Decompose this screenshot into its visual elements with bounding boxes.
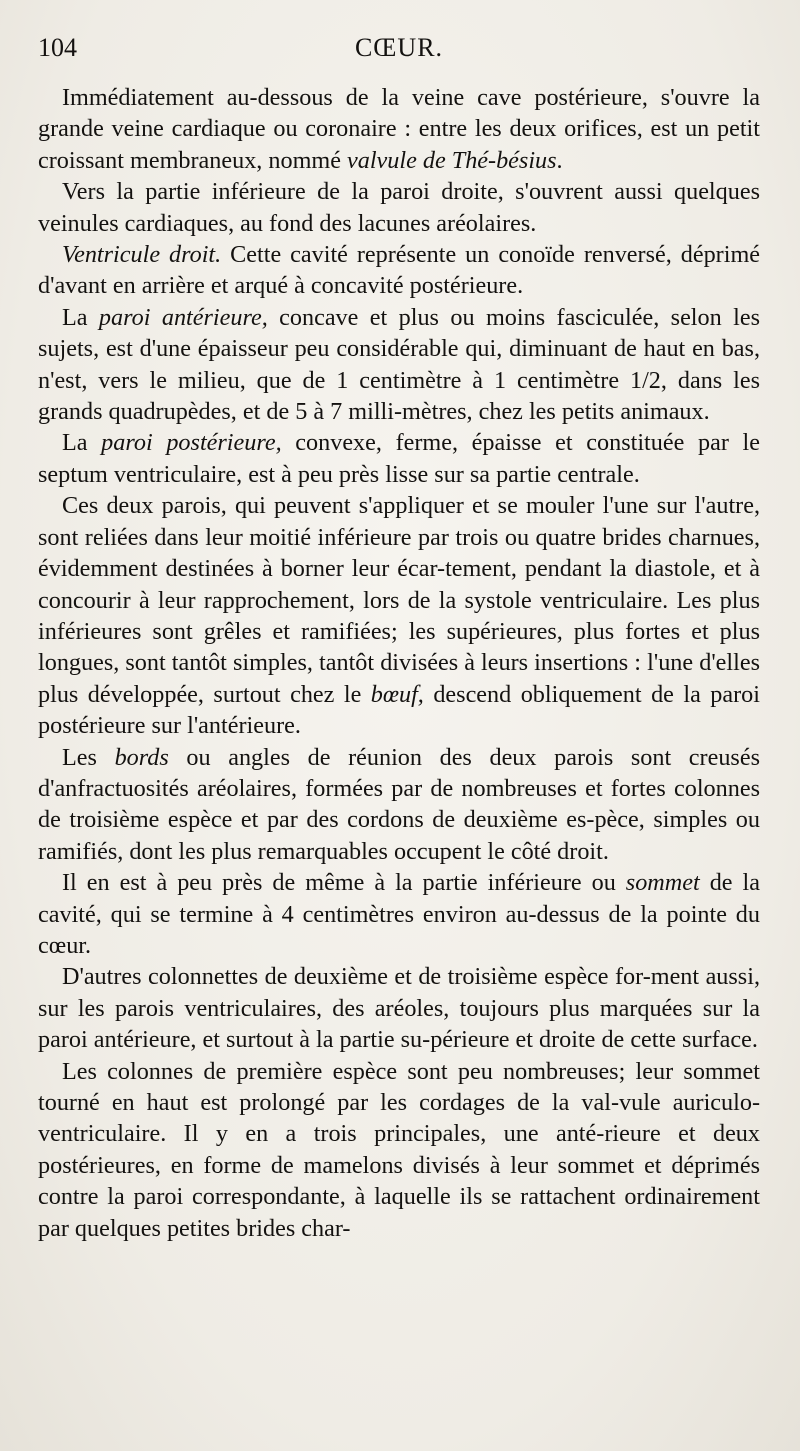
paragraph: Ventricule droit. Cette cavité représente un conoïde renversé, déprimé d'avant en arrière et arqué à concavité postérieure. bbox=[38, 241, 760, 300]
italic-term: valvule de Thé-bésius bbox=[346, 146, 557, 174]
page-number: 104 bbox=[38, 33, 77, 62]
italic-term: paroi antérieure, bbox=[98, 303, 268, 331]
paragraph: Les colonnes de première espèce sont peu nombreuses; leur sommet tourné en haut est prolongé par les cordages de la val-vule auriculo-ventriculaire. Il y en a trois principales, une anté-rieure et deux postérieures, en forme de mamelons divisés à leur sommet et déprimés contre la paroi correspondante, à laquelle ils se rattachent ordinairement par quelques petites brides char- bbox=[38, 1057, 760, 1242]
paragraph: Ces deux parois, qui peuvent s'appliquer et se mouler l'une sur l'autre, sont reliées dans leur moitié inférieure par trois ou quatre brides charnues, évidemment destinées à borner leur écar-tement, pendant la diastole, et à concourir à leur rapprochement, lors de la systole ventriculaire. Les plus inférieures sont grêles et ramifiées; les supérieures, plus fortes et plus longues, sont tantôt simples, tantôt divisées à leurs insertions : l'une d'elles plus développée, surtout chez le bœuf, descend obliquement de la paroi postérieure sur l'antérieure. bbox=[38, 492, 760, 740]
italic-term: bords bbox=[114, 743, 169, 771]
chapter-title: CŒUR. bbox=[354, 33, 444, 62]
italic-term: sommet bbox=[625, 869, 700, 897]
paragraph: Vers la partie inférieure de la paroi droite, s'ouvrent aussi quelques veinules cardiaques, au fond des lacunes aréolaires. bbox=[38, 178, 760, 237]
paragraph: Immédiatement au-dessous de la veine cave postérieure, s'ouvre la grande veine cardiaque ou coronaire : entre les deux orifices, est un petit croissant membraneux, nommé valvule de Thé-bésius. bbox=[38, 84, 760, 174]
italic-term: Ventricule droit. bbox=[62, 241, 222, 269]
paragraph: Il en est à peu près de même à la partie inférieure ou sommet de la cavité, qui se termine à 4 centimètres environ au-dessus de la pointe du cœur. bbox=[38, 869, 760, 959]
paragraph: La paroi antérieure, concave et plus ou moins fasciculée, selon les sujets, est d'une épaisseur peu considérable qui, diminuant de haut en bas, n'est, vers le milieu, que de 1 centimètre à 1 centimètre 1/2, dans les grands quadrupèdes, et de 5 à 7 milli-mètres, chez les petits animaux. bbox=[38, 303, 760, 426]
italic-term: paroi postérieure, bbox=[101, 429, 282, 457]
running-head bbox=[38, 28, 760, 68]
paragraph: D'autres colonnettes de deuxième et de troisième espèce for-ment aussi, sur les parois ventriculaires, des aréoles, toujours plus marquées sur la paroi antérieure, et surtout à la partie su-périeure et droite de cette surface. bbox=[38, 963, 760, 1054]
paragraph: Les bords ou angles de réunion des deux parois sont creusés d'anfractuosités aréolaires, formées par de nombreuses et fortes colonnes de troisième espèce et par des cordons de deuxième es-pèce, simples ou ramifiés, dont les plus remarquables occupent le côté droit. bbox=[38, 743, 760, 865]
text-body bbox=[38, 82, 760, 1244]
italic-term: bœuf, bbox=[370, 680, 424, 708]
paragraph: La paroi postérieure, convexe, ferme, épaisse et constituée par le septum ventriculaire, est à peu près lisse sur sa partie centrale. bbox=[38, 429, 760, 488]
